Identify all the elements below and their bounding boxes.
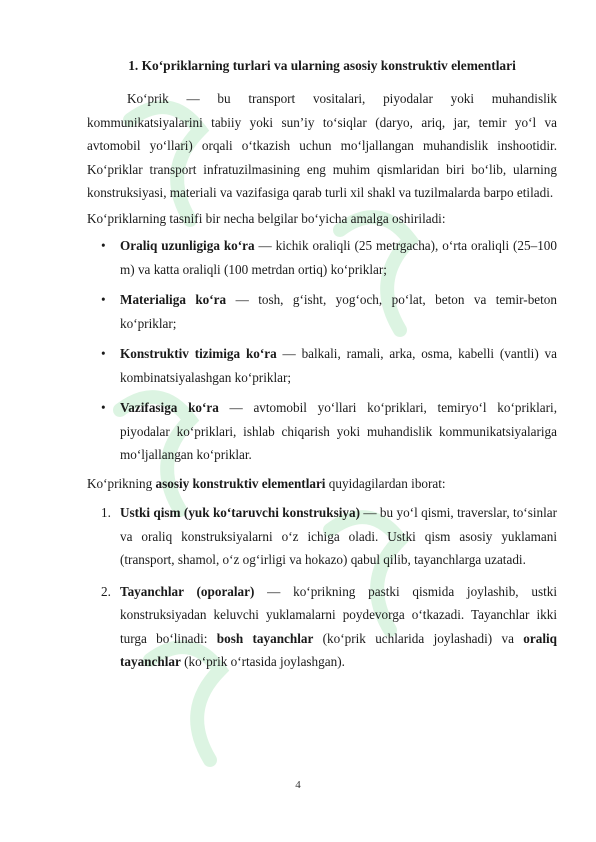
body-text	[87, 87, 557, 682]
item-text: — bu yo‘l qismi, traverslar, to‘sinlar va oraliq konstruksiyalarni o‘z ichiga oladi. Ustki qism asosiy yuklamani (transport, shamol, o‘z og‘irligi va hokazo) qabul qilib, tayanchlarga uzatadi.	[120, 505, 557, 567]
elements-intro-suffix: quyidagilardan iborat:	[325, 475, 446, 491]
item-number: 2.	[101, 583, 111, 599]
list-item-text: — balkali, ramali, arka, osma, kabelli (vantli) va kombinatsiyalashgan ko‘priklar;	[120, 346, 557, 385]
numbered-item	[87, 501, 557, 572]
list-item-term: Oraliq uzunligiga ko‘ra	[120, 238, 255, 253]
section-heading: 1. Ko‘priklarning turlari va ularning asosiy konstruktiv elementlari	[128, 58, 516, 73]
item-term-main-support: bosh tayanchlar	[216, 630, 314, 646]
item-text: (ko‘prik o‘rtasida joylashgan).	[180, 654, 345, 669]
item-text: — ko‘prikning pastki qismida joylashib, ustki konstruksiyadan keluvchi yuklamalarni poydevorga o‘tkazadi. Tayanchlar ikki turga bo‘linadi:	[120, 583, 557, 646]
list-item-text: — kichik oraliqli (25 metrgacha), o‘rta oraliqli (25–100 m) va katta oraliqli (100 metrdan ortiq) ko‘priklar;	[120, 238, 557, 277]
item-term-intermediate-support: oraliq tayanchlar	[120, 630, 557, 669]
list-item	[87, 396, 557, 467]
list-item-term: Konstruktiv tizimiga ko‘ra	[120, 346, 277, 361]
elements-intro-term: asosiy konstruktiv elementlari	[155, 475, 326, 491]
list-item-text: — tosh, g‘isht, yog‘och, po‘lat, beton va temir-beton ko‘priklar;	[120, 292, 557, 331]
list-item-term: Materialiga ko‘ra	[120, 292, 227, 307]
list-item-text: — avtomobil yo‘llari ko‘priklari, temiryo‘l ko‘priklari, piyodalar ko‘priklari, ishlab chiqarish yoki muhandislik kommunikatsiyalariga mo‘ljallangan ko‘priklar.	[120, 400, 557, 462]
list-item	[87, 234, 557, 281]
elements-intro	[87, 472, 557, 496]
numbered-item	[87, 580, 557, 674]
intro-paragraph: Ko‘prik — bu transport vositalari, piyodalar yoki muhandislik kommunikatsiyalarini tabiiy yoki sun’iy to‘siqlar (daryo, ariq, jar, temir yo‘l va avtomobil yo‘llari) orqali o‘tkazish uchun mo‘ljallangan muhandislik inshootidir. Ko‘priklar transport infratuzilmasining eng muhim qismlaridan biri bo‘lib, ularning konstruksiyasi, materiali va vazifasiga qarab turli xil shakl va tuzilmalarda barpo etiladi.	[87, 91, 557, 200]
list-item-term: Vazifasiga ko‘ra	[120, 400, 219, 415]
item-term: Ustki qism (yuk ko‘taruvchi konstruksiya)	[120, 505, 360, 520]
classification-intro: Ko‘priklarning tasnifi bir necha belgilar bo‘yicha amalga oshiriladi:	[87, 210, 446, 226]
page-number: 4	[295, 779, 301, 791]
list-item	[87, 342, 557, 389]
elements-list	[87, 501, 557, 674]
item-term: Tayanchlar (oporalar)	[120, 583, 255, 599]
item-text: (ko‘prik uchlarida joylashadi) va	[313, 630, 524, 646]
classification-list	[87, 234, 557, 467]
list-item	[87, 288, 557, 335]
item-number: 1.	[101, 505, 111, 520]
elements-intro-prefix: Ko‘prikning	[87, 475, 156, 491]
